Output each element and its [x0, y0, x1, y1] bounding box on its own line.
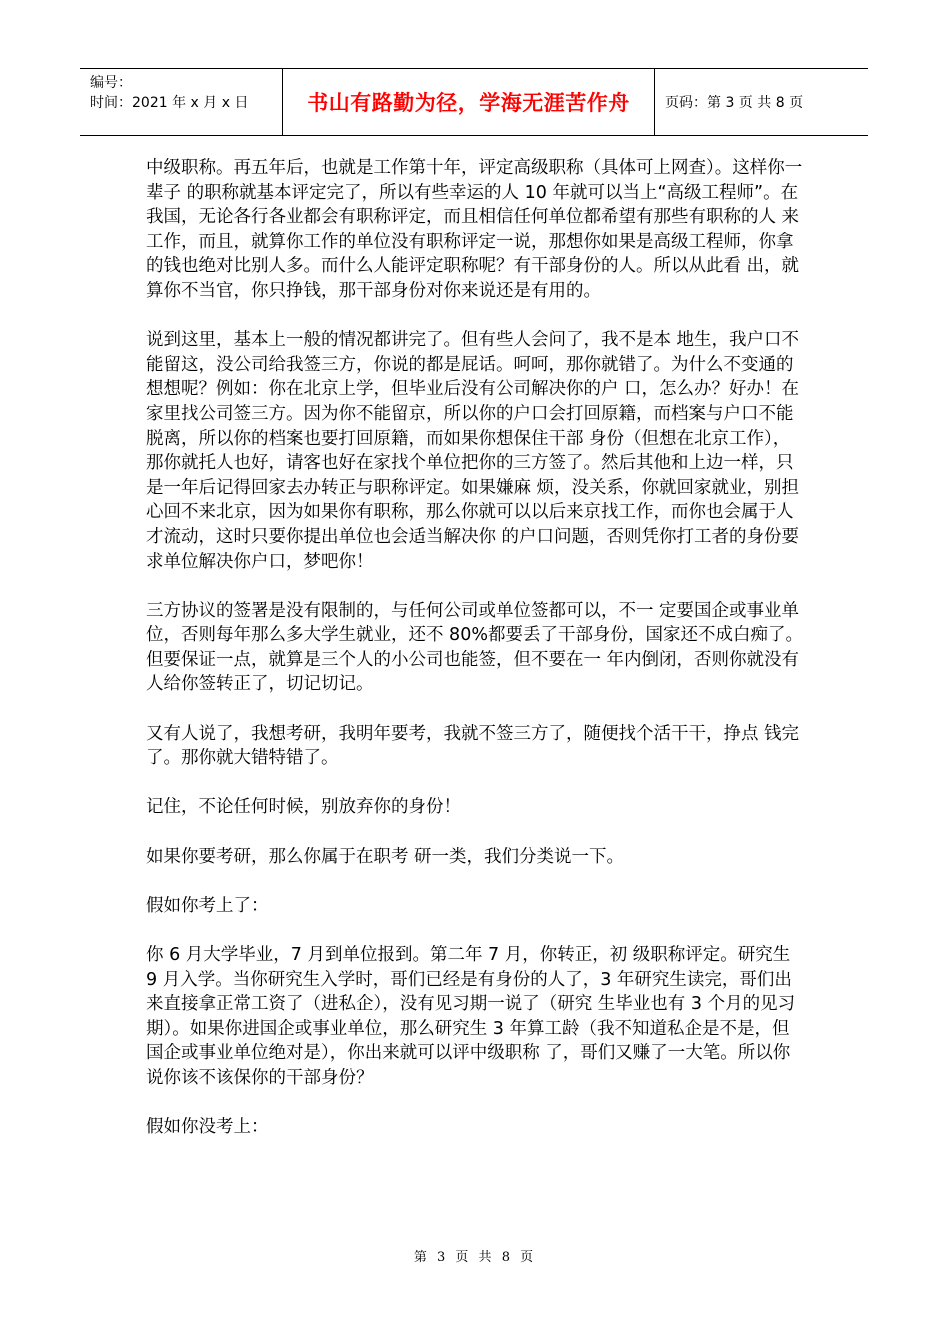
document-body — [146, 156, 806, 1164]
paragraph-1: 中级职称。再五年后，也就是工作第十年，评定高级职称（具体可上网查）。这样你一辈子 的职称就基本评定完了，所以有些幸运的人 10 年就可以当上“高级工程师”。在我国，无论各行各业都会有职称评定，而且相信任何单位都希望有那些有职称的人 来工作，而且，就算你工作的单位没有职称评定一说，那想你如果是高级工程师，你拿的钱也绝对比别人多。而什么人能评定职称呢？有干部身份的人。所以从此看 出，就算你不当官，你只挣钱，那干部身份对你来说还是有用的。 — [146, 158, 803, 301]
page-footer: 第 3 页 共 8 页 — [413, 1250, 537, 1265]
header-page-info: 页码：第 3 页 共 8 页 — [665, 95, 804, 111]
paragraph-2: 说到这里，基本上一般的情况都讲完了。但有些人会问了，我不是本 地生，我户口不能留这，没公司给我签三方，你说的都是屁话。呵呵，那你就错了。为什么不变通的想想呢？例如：你在北京上学，但毕业后没有公司解决你的户 口，怎么办？好办！在家里找公司签三方。因为你不能留京，所以你的户口会打回原籍，而档案与户口不能脱离，所以你的档案也要打回原籍，而如果你想保住干部 身份（但想在北京工作），那你就托人也好，请客也好在家找个单位把你的三方签了。然后其他和上边一样，只是一年后记得回家去办转正与职称评定。如果嫌麻 烦，没关系，你就回家就业，别担心回不来北京，因为如果你有职称，那么你就可以以后来京找工作，而你也会属于人才流动，这时只要你提出单位也会适当解决你 的户口问题，否则凭你打工者的身份要求单位解决你户口，梦吧你！ — [146, 330, 800, 572]
header-motto: 书山有路勤为径，学海无涯苦作舟 — [283, 69, 655, 135]
paragraph-8: 你 6 月大学毕业，7 月到单位报到。第二年 7 月，你转正，初 级职称评定。研究生 9 月入学。当你研究生入学时，哥们已经是有身份的人了，3 年研究生读完，哥们出来直接拿正常工资了（进私企），没有见习期一说了（研究 生毕业也有 3 个月的见习期）。如果你进国企或事业单位，那么研究生 3 年算工龄（我不知道私企是不是，但国企或事业单位绝对是），你出来就可以评中级职称 了，哥们又赚了一大笔。所以你说你该不该保你的干部身份？ — [146, 945, 796, 1088]
paragraph-3: 三方协议的签署是没有限制的，与任何公司或单位签都可以，不一 定要国企或事业单位，否则每年那么多大学生就业，还不 80%都要丢了干部身份，国家还不成白痴了。但要保证一点，就算是三个人的小公司也能签，但不要在一 年内倒闭，否则你就没有人给你签转正了，切记切记。 — [146, 600, 803, 695]
paragraph-7: 假如你考上了： — [146, 895, 269, 916]
paragraph-6: 如果你要考研，那么你属于在职考 研一类，我们分类说一下。 — [146, 846, 625, 867]
serial-number-label: 编号： — [90, 75, 132, 91]
paragraph-4: 又有人说了，我想考研，我明年要考，我就不签三方了，随便找个活干干，挣点 钱完了。那你就大错特错了。 — [146, 723, 800, 769]
paragraph-9: 假如你没考上： — [146, 1117, 269, 1138]
date-label: 时间：2021 年 x 月 x 日 — [90, 95, 249, 111]
page-header — [80, 68, 868, 136]
header-meta — [80, 69, 283, 135]
paragraph-5: 记住，不论任何时候，别放弃你的身份！ — [146, 797, 461, 818]
